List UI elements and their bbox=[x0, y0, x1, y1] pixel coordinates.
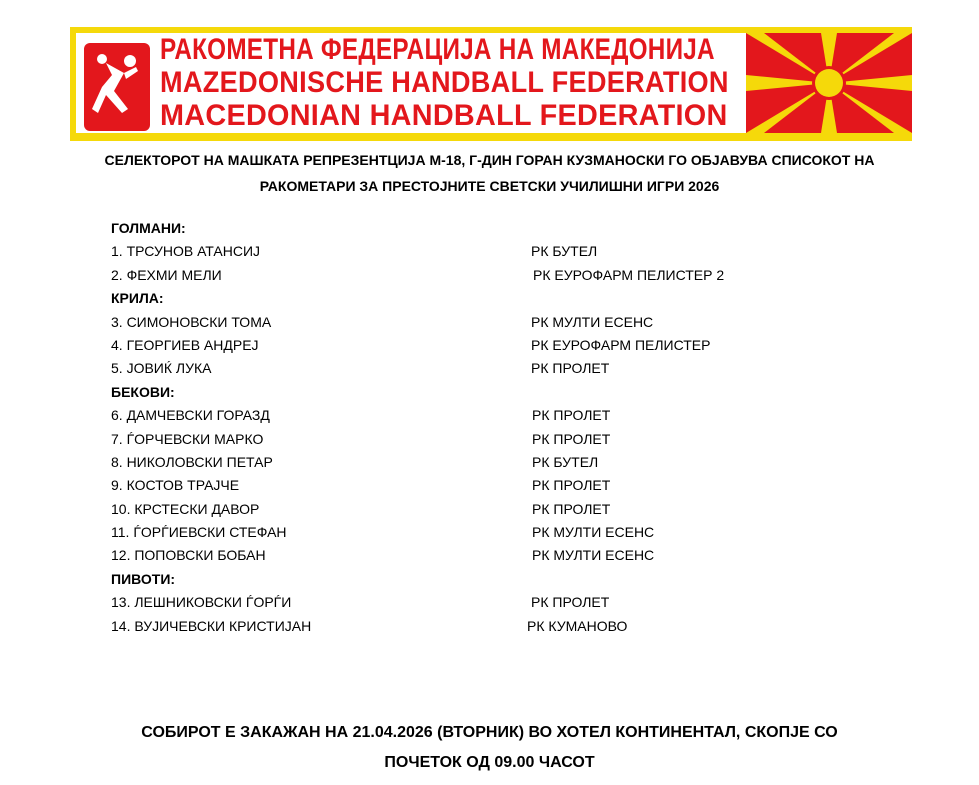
federation-titles bbox=[160, 33, 742, 133]
list-item bbox=[111, 451, 811, 474]
player-name: 14. ВУЈИЧЕВСКИ КРИСТИЈАН bbox=[111, 617, 312, 634]
player-name: 8. НИКОЛОВСКИ ПЕТАР bbox=[111, 453, 273, 470]
player-club: РК ЕУРОФАРМ ПЕЛИСТЕР bbox=[531, 336, 711, 353]
list-item bbox=[111, 311, 811, 334]
headline-line-2: РАКОМЕТАРИ ЗА ПРЕСТОЈНИТЕ СВЕТСКИ УЧИЛИШНИ ИГРИ 2026 bbox=[259, 178, 720, 194]
player-club: РК ПРОЛЕТ bbox=[532, 430, 611, 447]
player-club: РК КУМАНОВО bbox=[527, 617, 628, 634]
player-roster bbox=[111, 217, 811, 638]
player-club: РК ПРОЛЕТ bbox=[531, 594, 610, 611]
list-item bbox=[111, 544, 811, 567]
player-club: РК ПРОЛЕТ bbox=[532, 477, 611, 494]
list-item bbox=[111, 474, 811, 497]
list-item bbox=[111, 334, 811, 357]
list-item bbox=[111, 615, 811, 638]
federation-banner bbox=[70, 27, 912, 141]
player-name: 9. КОСТОВ ТРАЈЧЕ bbox=[111, 477, 240, 494]
player-name: 5. ЈОВИЌ ЛУКА bbox=[111, 360, 212, 377]
player-club: РК БУТЕЛ bbox=[531, 243, 598, 260]
section-heading-backs: БЕКОВИ: bbox=[111, 383, 175, 400]
player-name: 11. ЃОРЃИЕВСКИ СТЕФАН bbox=[111, 524, 287, 541]
list-item bbox=[111, 264, 811, 287]
player-club: РК ПРОЛЕТ bbox=[532, 500, 611, 517]
player-club: РК БУТЕЛ bbox=[532, 453, 599, 470]
player-club: РК ЕУРОФАРМ ПЕЛИСТЕР 2 bbox=[533, 266, 725, 283]
player-club: РК ПРОЛЕТ bbox=[531, 360, 610, 377]
list-item bbox=[111, 428, 811, 451]
player-name: 2. ФЕХМИ МЕЛИ bbox=[111, 266, 222, 283]
gathering-notice bbox=[0, 718, 979, 778]
player-name: 13. ЛЕШНИКОВСКИ ЃОРЃИ bbox=[111, 594, 292, 611]
list-item bbox=[111, 498, 811, 521]
player-club: РК МУЛТИ ЕСЕНС bbox=[531, 313, 654, 330]
list-item bbox=[111, 591, 811, 614]
title-english: MACEDONIAN HANDBALL FEDERATION bbox=[160, 99, 728, 132]
player-name: 6. ДАМЧЕВСКИ ГОРАЗД bbox=[111, 407, 270, 424]
list-item bbox=[111, 404, 811, 427]
player-name: 7. ЃОРЧЕВСКИ МАРКО bbox=[111, 430, 264, 447]
player-club: РК МУЛТИ ЕСЕНС bbox=[532, 547, 655, 564]
section-heading-pivots: ПИВОТИ: bbox=[111, 570, 176, 587]
notice-line-1: СОБИРОТ Е ЗАКАЖАН НА 21.04.2026 (ВТОРНИК) ВО ХОТЕЛ КОНТИНЕНТАЛ, СКОПЈЕ СО bbox=[141, 724, 838, 741]
section-heading-wings: КРИЛА: bbox=[111, 290, 164, 307]
notice-line-2: ПОЧЕТОК ОД 09.00 ЧАСОТ bbox=[384, 754, 595, 771]
headline-line-1: СЕЛЕКТОРОТ НА МАШКАТА РЕПРЕЗЕНТЦИЈА М-18, Г-ДИН ГОРАН КУЗМАНОСКИ ГО ОБЈАВУВА СПИСОКОТ НА bbox=[104, 152, 875, 168]
player-club: РК МУЛТИ ЕСЕНС bbox=[532, 524, 655, 541]
title-german: MAZEDONISCHE HANDBALL FEDERATION bbox=[160, 66, 729, 99]
player-name: 10. КРСТЕСКИ ДАВОР bbox=[111, 500, 260, 517]
player-club: РК ПРОЛЕТ bbox=[532, 407, 611, 424]
announcement-headline bbox=[0, 147, 979, 199]
logo-container bbox=[76, 33, 156, 133]
macedonian-flag-icon bbox=[746, 33, 912, 133]
player-name: 12. ПОПОВСКИ БОБАН bbox=[111, 547, 266, 564]
banner-bottom-stripe bbox=[70, 133, 912, 141]
player-name: 3. СИМОНОВСКИ ТОМА bbox=[111, 313, 272, 330]
handball-player-icon bbox=[84, 43, 150, 131]
title-macedonian: РАКОМЕТНА ФЕДЕРАЦИЈА НА МАКЕДОНИЈА bbox=[160, 33, 715, 66]
list-item bbox=[111, 240, 811, 263]
player-name: 4. ГЕОРГИЕВ АНДРЕЈ bbox=[111, 336, 259, 353]
section-heading-goalkeepers: ГОЛМАНИ: bbox=[111, 220, 186, 236]
list-item bbox=[111, 357, 811, 380]
player-name: 1. ТРСУНОВ АТАНСИЈ bbox=[111, 243, 261, 260]
list-item bbox=[111, 521, 811, 544]
